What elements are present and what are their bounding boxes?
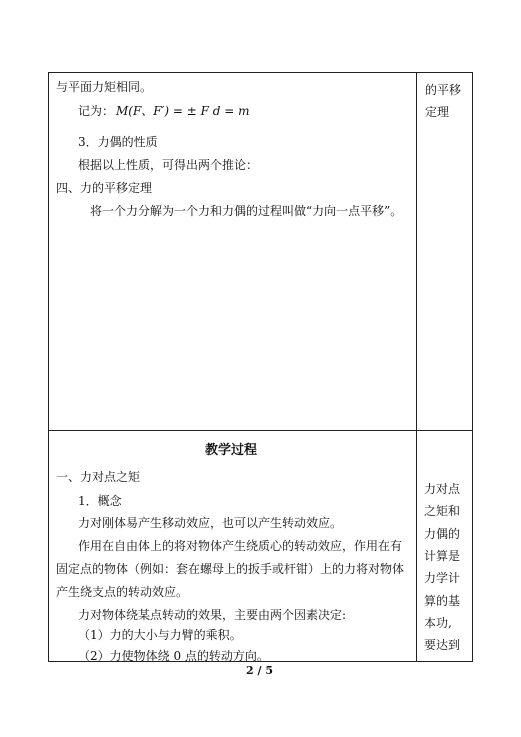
text-line: 与平面力矩相同。	[56, 80, 153, 94]
side-note-line: 算的基	[424, 594, 461, 608]
formula-label: 记为：	[78, 104, 115, 118]
side-note-line: 力偶的	[424, 527, 461, 541]
side-note-line: 力学计	[424, 571, 461, 585]
formula: M(F、F′) = ± F d = m	[116, 104, 250, 118]
item-heading: 3．力偶的性质	[78, 135, 158, 149]
text-line: 根据以上性质，可得出两个推论：	[78, 158, 259, 172]
paragraph-line: 力对物体绕某点转动的效果，主要由两个因素决定:	[78, 608, 347, 622]
column-divider	[416, 72, 417, 662]
list-item: （1）力的大小与力臂的乘积。	[78, 628, 242, 642]
item-heading: 1．概念	[78, 494, 122, 508]
row-divider	[48, 430, 473, 431]
section-title: 教学过程	[205, 443, 258, 458]
side-note-line: 之矩和	[424, 504, 461, 518]
section-heading: 四、力的平移定理	[56, 181, 153, 195]
text-line: 将一个力分解为一个力和力偶的过程叫做“力向一点平移”。	[90, 204, 403, 218]
side-note-line: 定理	[425, 105, 450, 119]
paragraph-line: 力对刚体易产生移动效应，也可以产生转动效应。	[78, 516, 343, 530]
page-number: 2 / 5	[246, 664, 273, 677]
paragraph-line: 固定点的物体（例如：套在螺母上的扳手或杆钳）上的力将对物体	[56, 562, 405, 576]
paragraph-line: 产生绕支点的转动效应。	[56, 585, 189, 599]
list-item: （2）力使物体绕 0 点的转动方向。	[78, 649, 269, 663]
paragraph-line: 作用在自由体上的将对物体产生绕质心的转动效应，作用在有	[78, 539, 403, 553]
side-note-line: 力对点	[424, 482, 461, 496]
side-note-line: 的平移	[425, 83, 462, 97]
side-note-line: 计算是	[424, 549, 461, 563]
side-note-line: 要达到	[424, 638, 461, 652]
section-heading: 一、力对点之矩	[56, 470, 141, 484]
side-note-line: 本功,	[424, 616, 452, 630]
